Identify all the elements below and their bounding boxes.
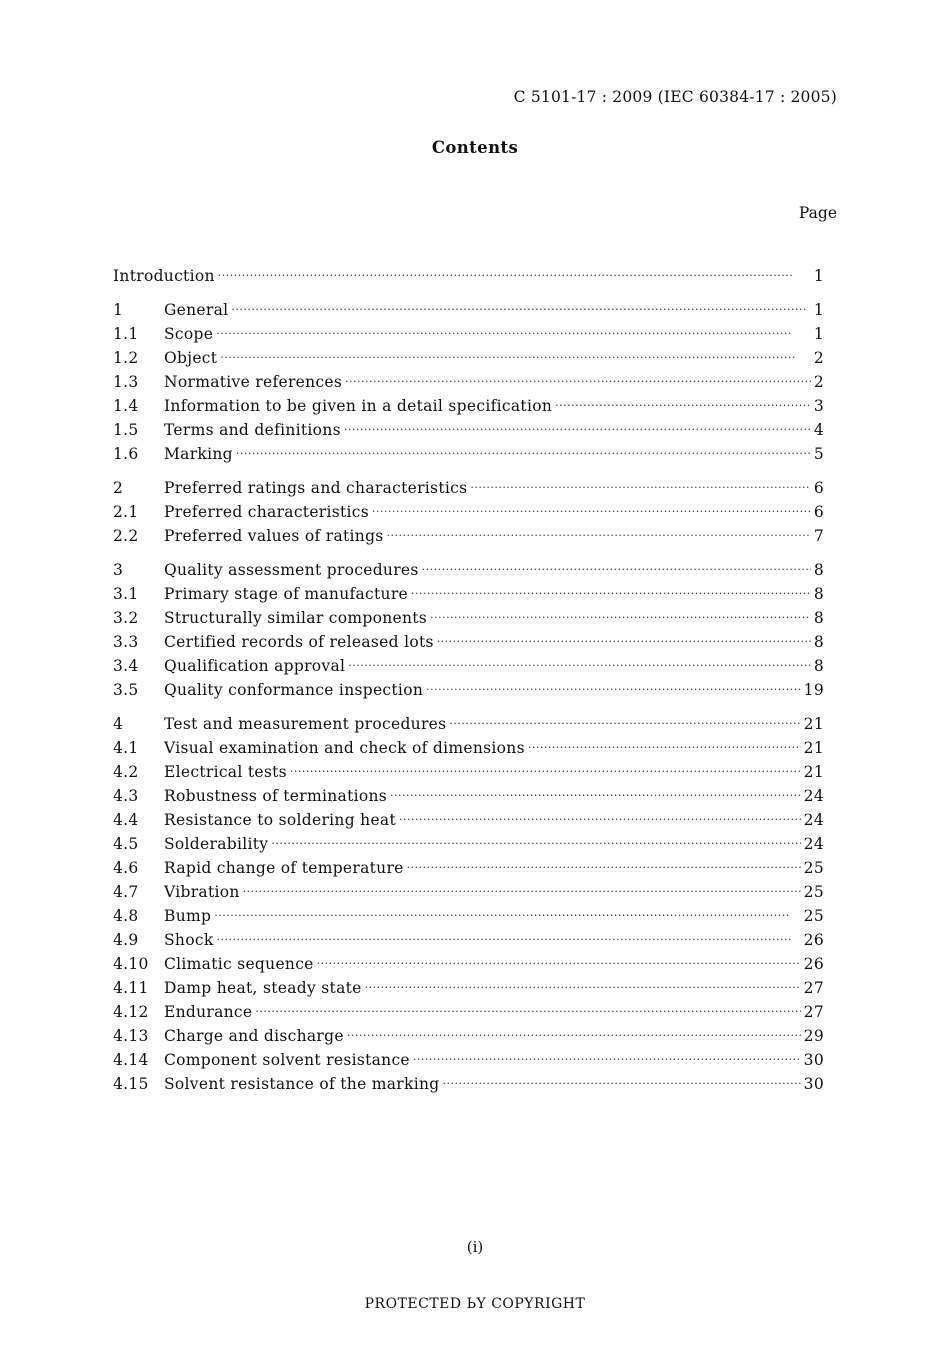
toc-entry-page: 27 [803, 979, 824, 997]
toc-entry[interactable] [113, 442, 824, 466]
toc-entry[interactable] [113, 856, 824, 880]
toc-entry-number: 4.1 [113, 739, 139, 757]
toc-entry-title: Visual examination and check of dimensions [164, 739, 525, 757]
toc-entry-title: Endurance [164, 1003, 253, 1021]
toc-entry[interactable] [113, 322, 824, 346]
toc-entry[interactable] [113, 760, 824, 784]
toc-entry-title: Preferred characteristics [164, 503, 370, 521]
toc-entry-title: Robustness of terminations [164, 787, 388, 805]
toc-entry-number: 1.5 [113, 421, 139, 439]
dot-leader [236, 442, 811, 466]
toc-entry-title: Terms and definitions [164, 421, 341, 439]
toc-entry-number: 3.3 [113, 633, 139, 651]
toc-entry-number: 4.13 [113, 1027, 149, 1045]
toc-entry-number: 4.9 [113, 931, 139, 949]
toc-entry-title: Marking [164, 445, 233, 463]
toc-entry[interactable] [113, 1024, 824, 1048]
dot-leader [387, 524, 811, 548]
toc-entry[interactable] [113, 558, 824, 582]
toc-entry-page: 30 [803, 1075, 824, 1093]
toc-entry-page: 24 [803, 835, 824, 853]
toc-entry-title: Charge and discharge [164, 1027, 344, 1045]
toc-entry-number: 2 [113, 479, 124, 497]
toc-entry[interactable] [113, 476, 824, 500]
toc-entry-number: 1.4 [113, 397, 139, 415]
toc-entry-title: Vibration [164, 883, 240, 901]
toc-entry-title: Electrical tests [164, 763, 287, 781]
toc-entry-number: 3.1 [113, 585, 139, 603]
toc-entry-number: 4.6 [113, 859, 139, 877]
toc-entry-title: General [164, 301, 229, 319]
dot-leader [255, 1000, 800, 1024]
toc-entry-title: Shock [164, 931, 214, 949]
toc-entry-title: Quality assessment procedures [164, 561, 419, 579]
toc-entry-number: 4.14 [113, 1051, 149, 1069]
toc-entry-title: Normative references [164, 373, 343, 391]
toc-entry-title: Scope [164, 325, 214, 343]
toc-entry-page: 8 [813, 657, 824, 675]
toc-entry-page: 1 [813, 301, 824, 319]
toc-entry-title: Quality conformance inspection [164, 681, 424, 699]
toc-entry[interactable] [113, 712, 824, 736]
toc-entry[interactable] [113, 582, 824, 606]
toc-entry-introduction[interactable] [113, 264, 824, 288]
toc-entry-page: 8 [813, 609, 824, 627]
toc-entry-page: 30 [803, 1051, 824, 1069]
toc-entry-title: Damp heat, steady state [164, 979, 362, 997]
dot-leader [290, 760, 801, 784]
toc-entry[interactable] [113, 880, 824, 904]
toc-entry[interactable] [113, 784, 824, 808]
toc-entry-title: Object [164, 349, 218, 367]
toc-entry[interactable] [113, 654, 824, 678]
toc-entry-page: 27 [803, 1003, 824, 1021]
dot-leader [216, 322, 811, 346]
toc-entry-title: Information to be given in a detail specification [164, 397, 553, 415]
toc-entry[interactable] [113, 298, 824, 322]
toc-entry-number: 3.4 [113, 657, 139, 675]
toc-entry[interactable] [113, 1048, 824, 1072]
dot-leader [344, 418, 811, 442]
toc-entry-title: Resistance to soldering heat [164, 811, 396, 829]
toc-entry-page: 1 [813, 325, 824, 343]
toc-entry-page: 1 [813, 267, 824, 285]
dot-leader [437, 630, 811, 654]
dot-leader [411, 582, 811, 606]
toc-entry-number: 4.10 [113, 955, 149, 973]
toc-entry-title: Structurally similar components [164, 609, 428, 627]
dot-leader [399, 808, 801, 832]
dot-leader [528, 736, 801, 760]
dot-leader [426, 678, 801, 702]
toc-entry[interactable] [113, 928, 824, 952]
toc-entry-number: 4.12 [113, 1003, 149, 1021]
toc-entry[interactable] [113, 952, 824, 976]
dot-leader [470, 476, 810, 500]
toc-entry-title: Rapid change of temperature [164, 859, 404, 877]
toc-entry-title: Preferred ratings and characteristics [164, 479, 468, 497]
dot-leader [218, 264, 811, 288]
toc-entry-number: 1.2 [113, 349, 139, 367]
table-of-contents [113, 264, 824, 1096]
dot-leader [390, 784, 801, 808]
toc-entry-title: Test and measurement procedures [164, 715, 447, 733]
dot-leader [422, 558, 811, 582]
toc-entry-title: Solderability [164, 835, 269, 853]
toc-entry[interactable] [113, 678, 824, 702]
toc-entry-title: Solvent resistance of the marking [164, 1075, 440, 1093]
dot-leader [449, 712, 800, 736]
toc-entry[interactable] [113, 394, 824, 418]
dot-leader [317, 952, 801, 976]
toc-entry-number: 1 [113, 301, 124, 319]
toc-entry-page: 19 [803, 681, 824, 699]
dot-leader [347, 1024, 801, 1048]
toc-entry-page: 2 [813, 373, 824, 391]
toc-entry[interactable] [113, 1000, 824, 1024]
toc-entry-page: 25 [803, 859, 824, 877]
toc-entry-number: 1.3 [113, 373, 139, 391]
toc-entry[interactable] [113, 500, 824, 524]
dot-leader [407, 856, 801, 880]
toc-entry-title: Bump [164, 907, 212, 925]
toc-entry-page: 4 [813, 421, 824, 439]
toc-entry-number: 4.15 [113, 1075, 149, 1093]
toc-entry-page: 26 [803, 931, 824, 949]
toc-entry-page: 3 [813, 397, 824, 415]
toc-entry[interactable] [113, 976, 824, 1000]
toc-entry-page: 7 [813, 527, 824, 545]
dot-leader [231, 298, 810, 322]
toc-entry[interactable] [113, 630, 824, 654]
toc-entry[interactable] [113, 736, 824, 760]
toc-entry-page: 21 [803, 715, 824, 733]
toc-entry[interactable] [113, 904, 824, 928]
toc-entry[interactable] [113, 346, 824, 370]
dot-leader [442, 1072, 800, 1096]
toc-entry-page: 8 [813, 585, 824, 603]
dot-leader [345, 370, 811, 394]
toc-entry[interactable] [113, 370, 824, 394]
dot-leader [413, 1048, 801, 1072]
toc-entry-title: Component solvent resistance [164, 1051, 410, 1069]
page-number: (i) [466, 1238, 484, 1256]
toc-entry-title: Introduction [113, 267, 215, 285]
toc-entry-page: 25 [803, 883, 824, 901]
toc-entry-page: 29 [803, 1027, 824, 1045]
dot-leader [348, 654, 811, 678]
dot-leader [555, 394, 811, 418]
dot-leader [271, 832, 800, 856]
toc-entry-number: 4.4 [113, 811, 139, 829]
toc-entry[interactable] [113, 832, 824, 856]
toc-entry[interactable] [113, 418, 824, 442]
toc-entry-page: 24 [803, 787, 824, 805]
toc-entry-number: 4.2 [113, 763, 139, 781]
toc-entry-page: 6 [813, 479, 824, 497]
toc-entry[interactable] [113, 606, 824, 630]
toc-entry-page: 21 [803, 739, 824, 757]
contents-heading: Contents [431, 138, 519, 157]
toc-entry-number: 2.1 [113, 503, 139, 521]
toc-entry-title: Primary stage of manufacture [164, 585, 409, 603]
toc-entry-number: 3.2 [113, 609, 139, 627]
toc-entry-page: 26 [803, 955, 824, 973]
toc-entry-title: Certified records of released lots [164, 633, 434, 651]
toc-entry-number: 4.3 [113, 787, 139, 805]
toc-entry-number: 1.1 [113, 325, 139, 343]
copyright-notice: PROTECTED ЬY COPYRIGHT [364, 1296, 586, 1312]
toc-entry-number: 4.7 [113, 883, 139, 901]
toc-entry-title: Qualification approval [164, 657, 346, 675]
dot-leader [214, 904, 800, 928]
toc-entry-page: 8 [813, 561, 824, 579]
dot-leader [430, 606, 811, 630]
toc-entry-number: 4 [113, 715, 124, 733]
toc-entry-page: 8 [813, 633, 824, 651]
toc-entry[interactable] [113, 524, 824, 548]
dot-leader [243, 880, 801, 904]
dot-leader [365, 976, 801, 1000]
toc-entry-title: Climatic sequence [164, 955, 314, 973]
toc-entry-number: 1.6 [113, 445, 139, 463]
toc-entry-number: 4.8 [113, 907, 139, 925]
toc-entry-number: 3 [113, 561, 124, 579]
page-column-label: Page [798, 204, 837, 222]
toc-entry-page: 2 [813, 349, 824, 367]
toc-entry-page: 21 [803, 763, 824, 781]
toc-entry-page: 24 [803, 811, 824, 829]
toc-entry[interactable] [113, 808, 824, 832]
toc-entry-page: 25 [803, 907, 824, 925]
toc-entry-number: 4.5 [113, 835, 139, 853]
toc-entry-number: 3.5 [113, 681, 139, 699]
toc-entry-page: 5 [813, 445, 824, 463]
dot-leader [372, 500, 811, 524]
document-code: C 5101-17 : 2009 (IEC 60384-17 : 2005) [513, 88, 837, 106]
dot-leader [220, 346, 811, 370]
toc-entry-number: 2.2 [113, 527, 139, 545]
toc-entry-page: 6 [813, 503, 824, 521]
toc-entry-number: 4.11 [113, 979, 149, 997]
toc-entry-title: Preferred values of ratings [164, 527, 384, 545]
dot-leader [217, 928, 801, 952]
toc-entry[interactable] [113, 1072, 824, 1096]
